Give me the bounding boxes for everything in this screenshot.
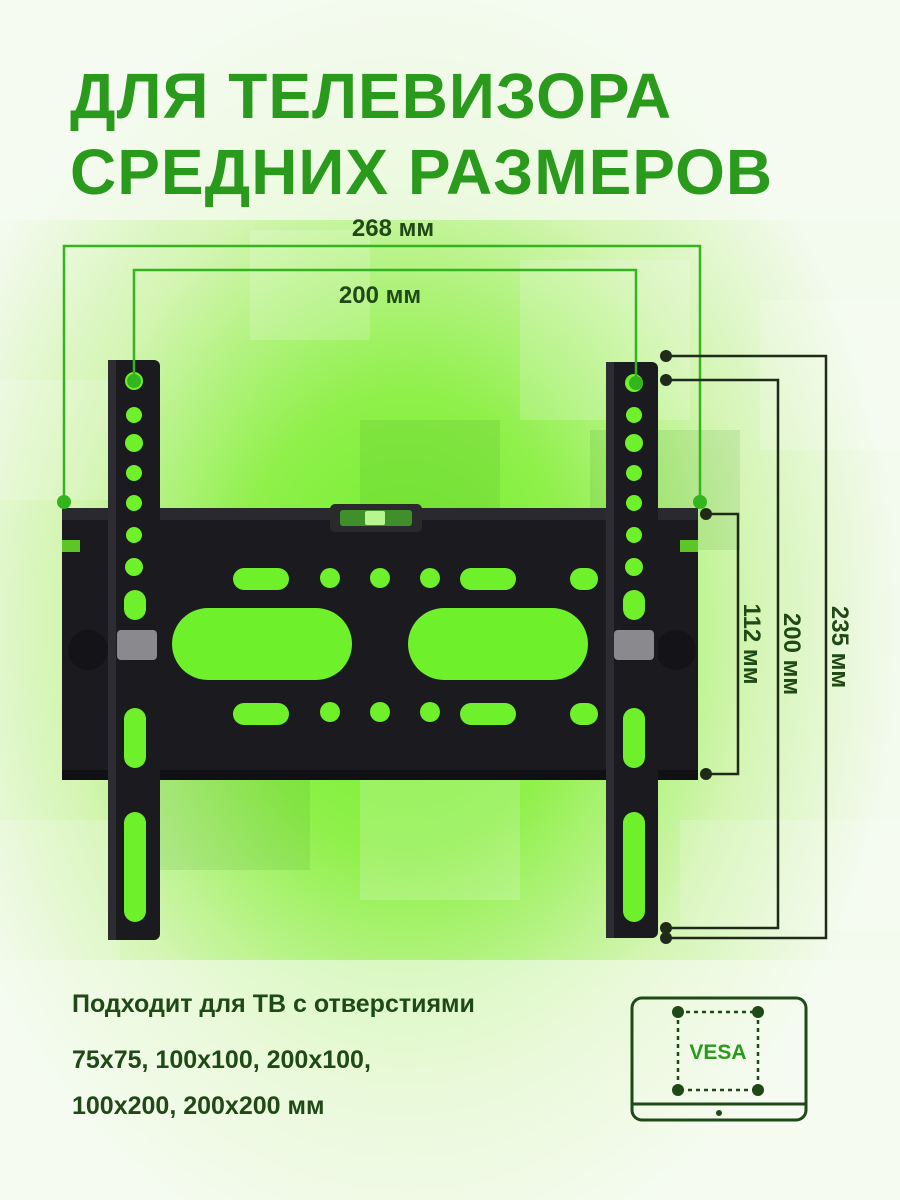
- compatibility-line-1: 75x75, 100x100, 200x100,: [72, 1046, 371, 1074]
- title-line-2: СРЕДНИХ РАЗМЕРОВ: [70, 136, 774, 208]
- dimension-268-right-dot: [693, 495, 707, 509]
- left-arm: [108, 360, 160, 940]
- dimension-112: [706, 514, 738, 774]
- vesa-icon: [632, 998, 806, 1120]
- dimension-200-vertical-label: 200 мм: [778, 612, 805, 696]
- dimension-200-horizontal-label: 200 мм: [338, 282, 422, 309]
- compatibility-line-2: 100x200, 200x200 мм: [72, 1092, 325, 1120]
- dimension-268-left-dot: [57, 495, 71, 509]
- bubble-level: [330, 504, 422, 532]
- compatibility-heading: Подходит для ТВ с отверстиями: [72, 990, 475, 1018]
- title-line-1: ДЛЯ ТЕЛЕВИЗОРА: [70, 60, 673, 132]
- dimension-200-left-dot: [127, 374, 141, 388]
- dimension-112-label: 112 мм: [738, 603, 765, 685]
- dimension-235-label: 235 мм: [826, 605, 853, 689]
- vesa-label: VESA: [689, 1041, 747, 1064]
- dimension-268-label: 268 мм: [351, 215, 435, 242]
- right-arm: [606, 362, 658, 938]
- dimension-200-right-dot: [629, 376, 643, 390]
